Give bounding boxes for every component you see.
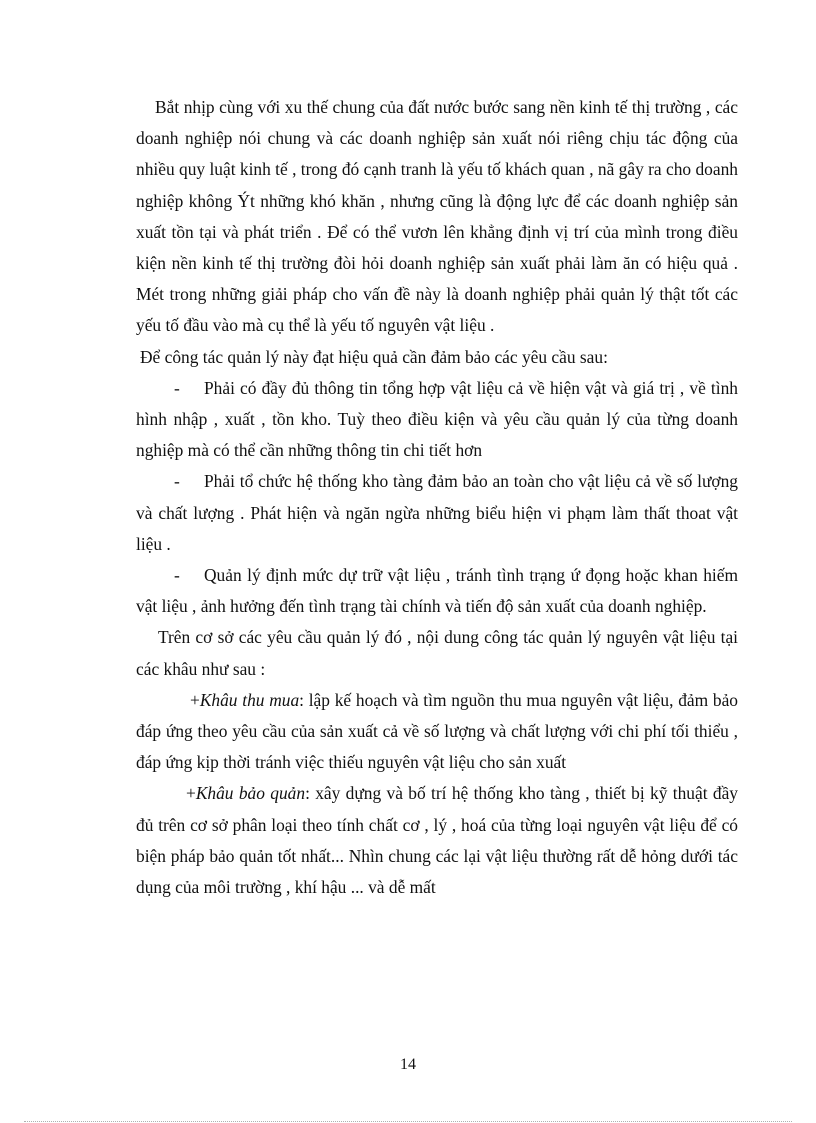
bullet-item-information xyxy=(136,373,738,467)
page-number: 14 xyxy=(400,1056,416,1073)
stage-term: Khâu bảo quản xyxy=(195,783,306,804)
paragraph-stages-intro: Trên cơ sở các yêu cầu quản lý đó , nội dung công tác quản lý nguyên vật liệu tại các khâu như sau : xyxy=(136,627,738,679)
bullet-text: Phải tổ chức hệ thống kho tàng đảm bảo an toàn cho vật liệu cả về số lượng và chất lượng . Phát hiện và ngăn ngừa những biểu hiện vi phạm làm thất thoat vật liệu . xyxy=(136,471,738,554)
bullet-text: Phải có đầy đủ thông tin tổng hợp vật liệu cả về hiện vật và giá trị , về tình hình nhập , xuất , tồn kho. Tuỳ theo điều kiện và yêu cầu quản lý của từng doanh nghiệp mà có thể cần những thông tin chi tiết hơn xyxy=(136,377,738,461)
page-bottom-divider xyxy=(24,1121,792,1122)
bullet-item-reserve xyxy=(136,560,738,622)
bullet-text: Quản lý định mức dự trữ vật liệu , tránh tình trạng ứ đọng hoặc khan hiếm vật liệu , ảnh hưởng đến tình trạng tài chính và tiến độ sản xuất của doanh nghiệp. xyxy=(136,565,738,617)
stage-purchasing xyxy=(136,685,738,779)
body-text xyxy=(136,92,738,903)
dash-marker: - xyxy=(174,565,180,586)
stage-text: : xây dựng và bố trí hệ thống kho tàng , thiết bị kỹ thuật đầy đủ trên cơ sở phân loại theo tính chất cơ , lý , hoá của từng loại nguyên vật liệu để có biện pháp bảo quản tốt nhất... Nhìn chung các lại vật liệu thường rất dễ hỏng dưới tác dụng của môi trường , khí hậu ... và dễ mất xyxy=(136,783,739,898)
dash-marker: - xyxy=(174,471,180,492)
stage-prefix: + xyxy=(186,783,196,804)
dash-marker: - xyxy=(174,377,180,398)
stage-term: Khâu thu mua xyxy=(199,689,300,710)
stage-storage xyxy=(136,778,738,903)
stage-prefix: + xyxy=(190,689,200,710)
bullet-item-warehouse xyxy=(136,466,738,560)
paragraph-requirements-lead: Để công tác quản lý này đạt hiệu quả cần đảm bảo các yêu cầu sau: xyxy=(140,346,608,367)
paragraph-intro: Bắt nhịp cùng với xu thế chung của đất nước bước sang nền kinh tế thị trường , các doanh nghiệp nói chung và các doanh nghiệp sản xuất nói riêng chịu tác động của nhiều quy luật kinh tế , trong đó cạnh tranh là yếu tố khách quan , nã gây ra cho doanh nghiệp không Ýt những khó khăn , nhưng cũng là động lực để các doanh nghiệp sản xuất tồn tại và phát triển . Để có thể vươn lên khẳng định vị trí của mình trong điều kiện nền kinh tế thị trường đòi hỏi doanh nghiệp sản xuất phải làm ăn có hiệu quả . Mét trong những giải pháp cho vấn đề này là doanh nghiệp phải quản lý thật tốt các yếu tố đầu vào mà cụ thể là yếu tố nguyên vật liệu . xyxy=(136,97,738,336)
stage-text: : lập kế hoạch và tìm nguồn thu mua nguyên vật liệu, đảm bảo đáp ứng theo yêu cầu của sản xuất cả về số lượng và chất lượng với chi phí tối thiểu , đáp ứng kịp thời tránh việc thiếu nguyên vật liệu cho sản xuất xyxy=(136,689,738,773)
